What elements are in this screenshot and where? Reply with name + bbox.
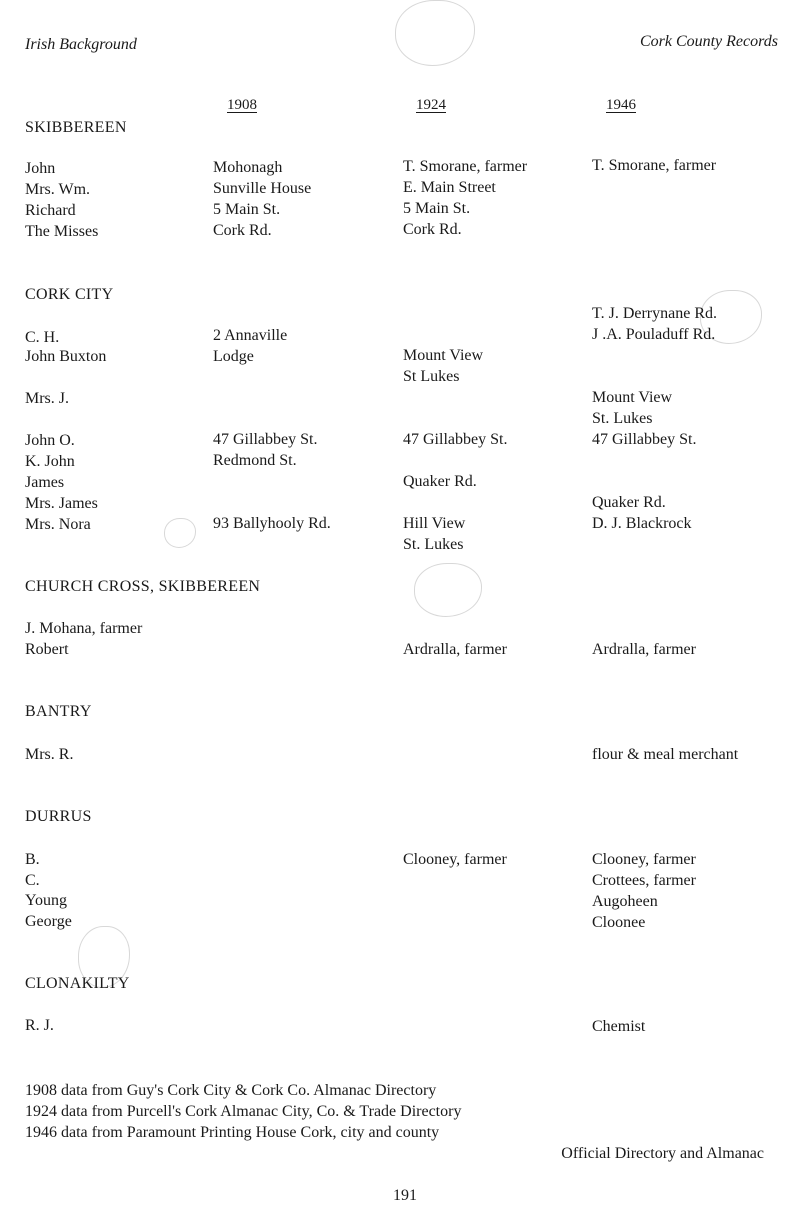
entry-name: K. John (25, 453, 75, 470)
section-title-skibbereen: SKIBBEREEN (25, 119, 127, 136)
year-header-1946: 1946 (606, 97, 636, 113)
entry-1924: T. Smorane, farmer (403, 158, 528, 175)
entry-1946: Quaker Rd. (592, 494, 666, 511)
entry-1924: 5 Main St. (403, 200, 471, 217)
paper-stain (414, 563, 482, 617)
entry-1924: 47 Gillabbey St. (403, 431, 508, 448)
entry-1908: 2 Annaville (213, 327, 288, 344)
entry-name: Mrs. R. (25, 746, 74, 763)
entry-name: John Buxton (25, 348, 107, 365)
entry-1946: Chemist (592, 1018, 646, 1035)
entry-1946: Augoheen (592, 893, 658, 910)
entry-name: R. J. (25, 1017, 54, 1034)
entry-1908: Mohonagh (213, 159, 283, 176)
entry-1908: Sunville House (213, 180, 312, 197)
entry-1946: T. J. Derrynane Rd. (592, 305, 717, 322)
entry-name: C. (25, 872, 40, 889)
section-title-cork-city: CORK CITY (25, 286, 114, 303)
source-note-1908: 1908 data from Guy's Cork City & Cork Co. Almanac Directory (25, 1082, 437, 1099)
entry-name: Mrs. Wm. (25, 181, 91, 198)
entry-1946: D. J. Blackrock (592, 515, 692, 532)
section-title-bantry: BANTRY (25, 703, 92, 720)
entry-1946: flour & meal merchant (592, 746, 739, 763)
entry-1924: Quaker Rd. (403, 473, 477, 490)
entry-1908: Lodge (213, 348, 254, 365)
running-header-left: Irish Background (25, 36, 137, 53)
entry-name: C. H. (25, 329, 60, 346)
entry-name: John (25, 160, 56, 177)
entry-1946: Ardralla, farmer (592, 641, 696, 658)
entry-1946: Cloonee (592, 914, 646, 931)
entry-1924: St Lukes (403, 368, 460, 385)
entry-1946: Mount View (592, 389, 673, 406)
source-note-1924: 1924 data from Purcell's Cork Almanac City, Co. & Trade Directory (25, 1103, 462, 1120)
entry-name: B. (25, 851, 40, 868)
entry-1946: T. Smorane, farmer (592, 157, 717, 174)
paper-stain (395, 0, 475, 66)
entry-1924: Clooney, farmer (403, 851, 507, 868)
entry-name: J. Mohana, farmer (25, 620, 143, 637)
entry-1946: St. Lukes (592, 410, 653, 427)
source-note-1946: 1946 data from Paramount Printing House Cork, city and county (25, 1124, 440, 1141)
entry-1946: 47 Gillabbey St. (592, 431, 697, 448)
entry-1924: E. Main Street (403, 179, 496, 196)
section-title-church-cross: CHURCH CROSS, SKIBBEREEN (25, 578, 261, 595)
entry-name: John O. (25, 432, 75, 449)
entry-1908: 47 Gillabbey St. (213, 431, 318, 448)
entry-1946: Clooney, farmer (592, 851, 696, 868)
entry-1924: St. Lukes (403, 536, 464, 553)
paper-stain (164, 518, 196, 548)
entry-1924: Mount View (403, 347, 484, 364)
entry-1924: Ardralla, farmer (403, 641, 507, 658)
entry-1924: Hill View (403, 515, 466, 532)
entry-name: Robert (25, 641, 69, 658)
entry-name: George (25, 913, 72, 930)
entry-1924: Cork Rd. (403, 221, 462, 238)
page-number: 191 (393, 1187, 417, 1204)
entry-name: Mrs. Nora (25, 516, 91, 533)
year-header-1924: 1924 (416, 97, 446, 113)
entry-name: Richard (25, 202, 76, 219)
entry-1908: Redmond St. (213, 452, 297, 469)
entry-name: James (25, 474, 65, 491)
entry-name: Young (25, 892, 67, 909)
section-title-durrus: DURRUS (25, 808, 92, 825)
entry-name: Mrs. J. (25, 390, 70, 407)
source-note-continuation: Official Directory and Almanac (561, 1145, 764, 1162)
year-header-1908: 1908 (227, 97, 257, 113)
entry-1908: Cork Rd. (213, 222, 272, 239)
entry-1946: J .A. Pouladuff Rd. (592, 326, 716, 343)
entry-name: Mrs. James (25, 495, 98, 512)
section-title-clonakilty: CLONAKILTY (25, 975, 130, 992)
entry-1908: 5 Main St. (213, 201, 281, 218)
running-header-right: Cork County Records (639, 33, 778, 50)
entry-1908: 93 Ballyhooly Rd. (213, 515, 331, 532)
entry-name: The Misses (25, 223, 99, 240)
entry-1946: Crottees, farmer (592, 872, 696, 889)
